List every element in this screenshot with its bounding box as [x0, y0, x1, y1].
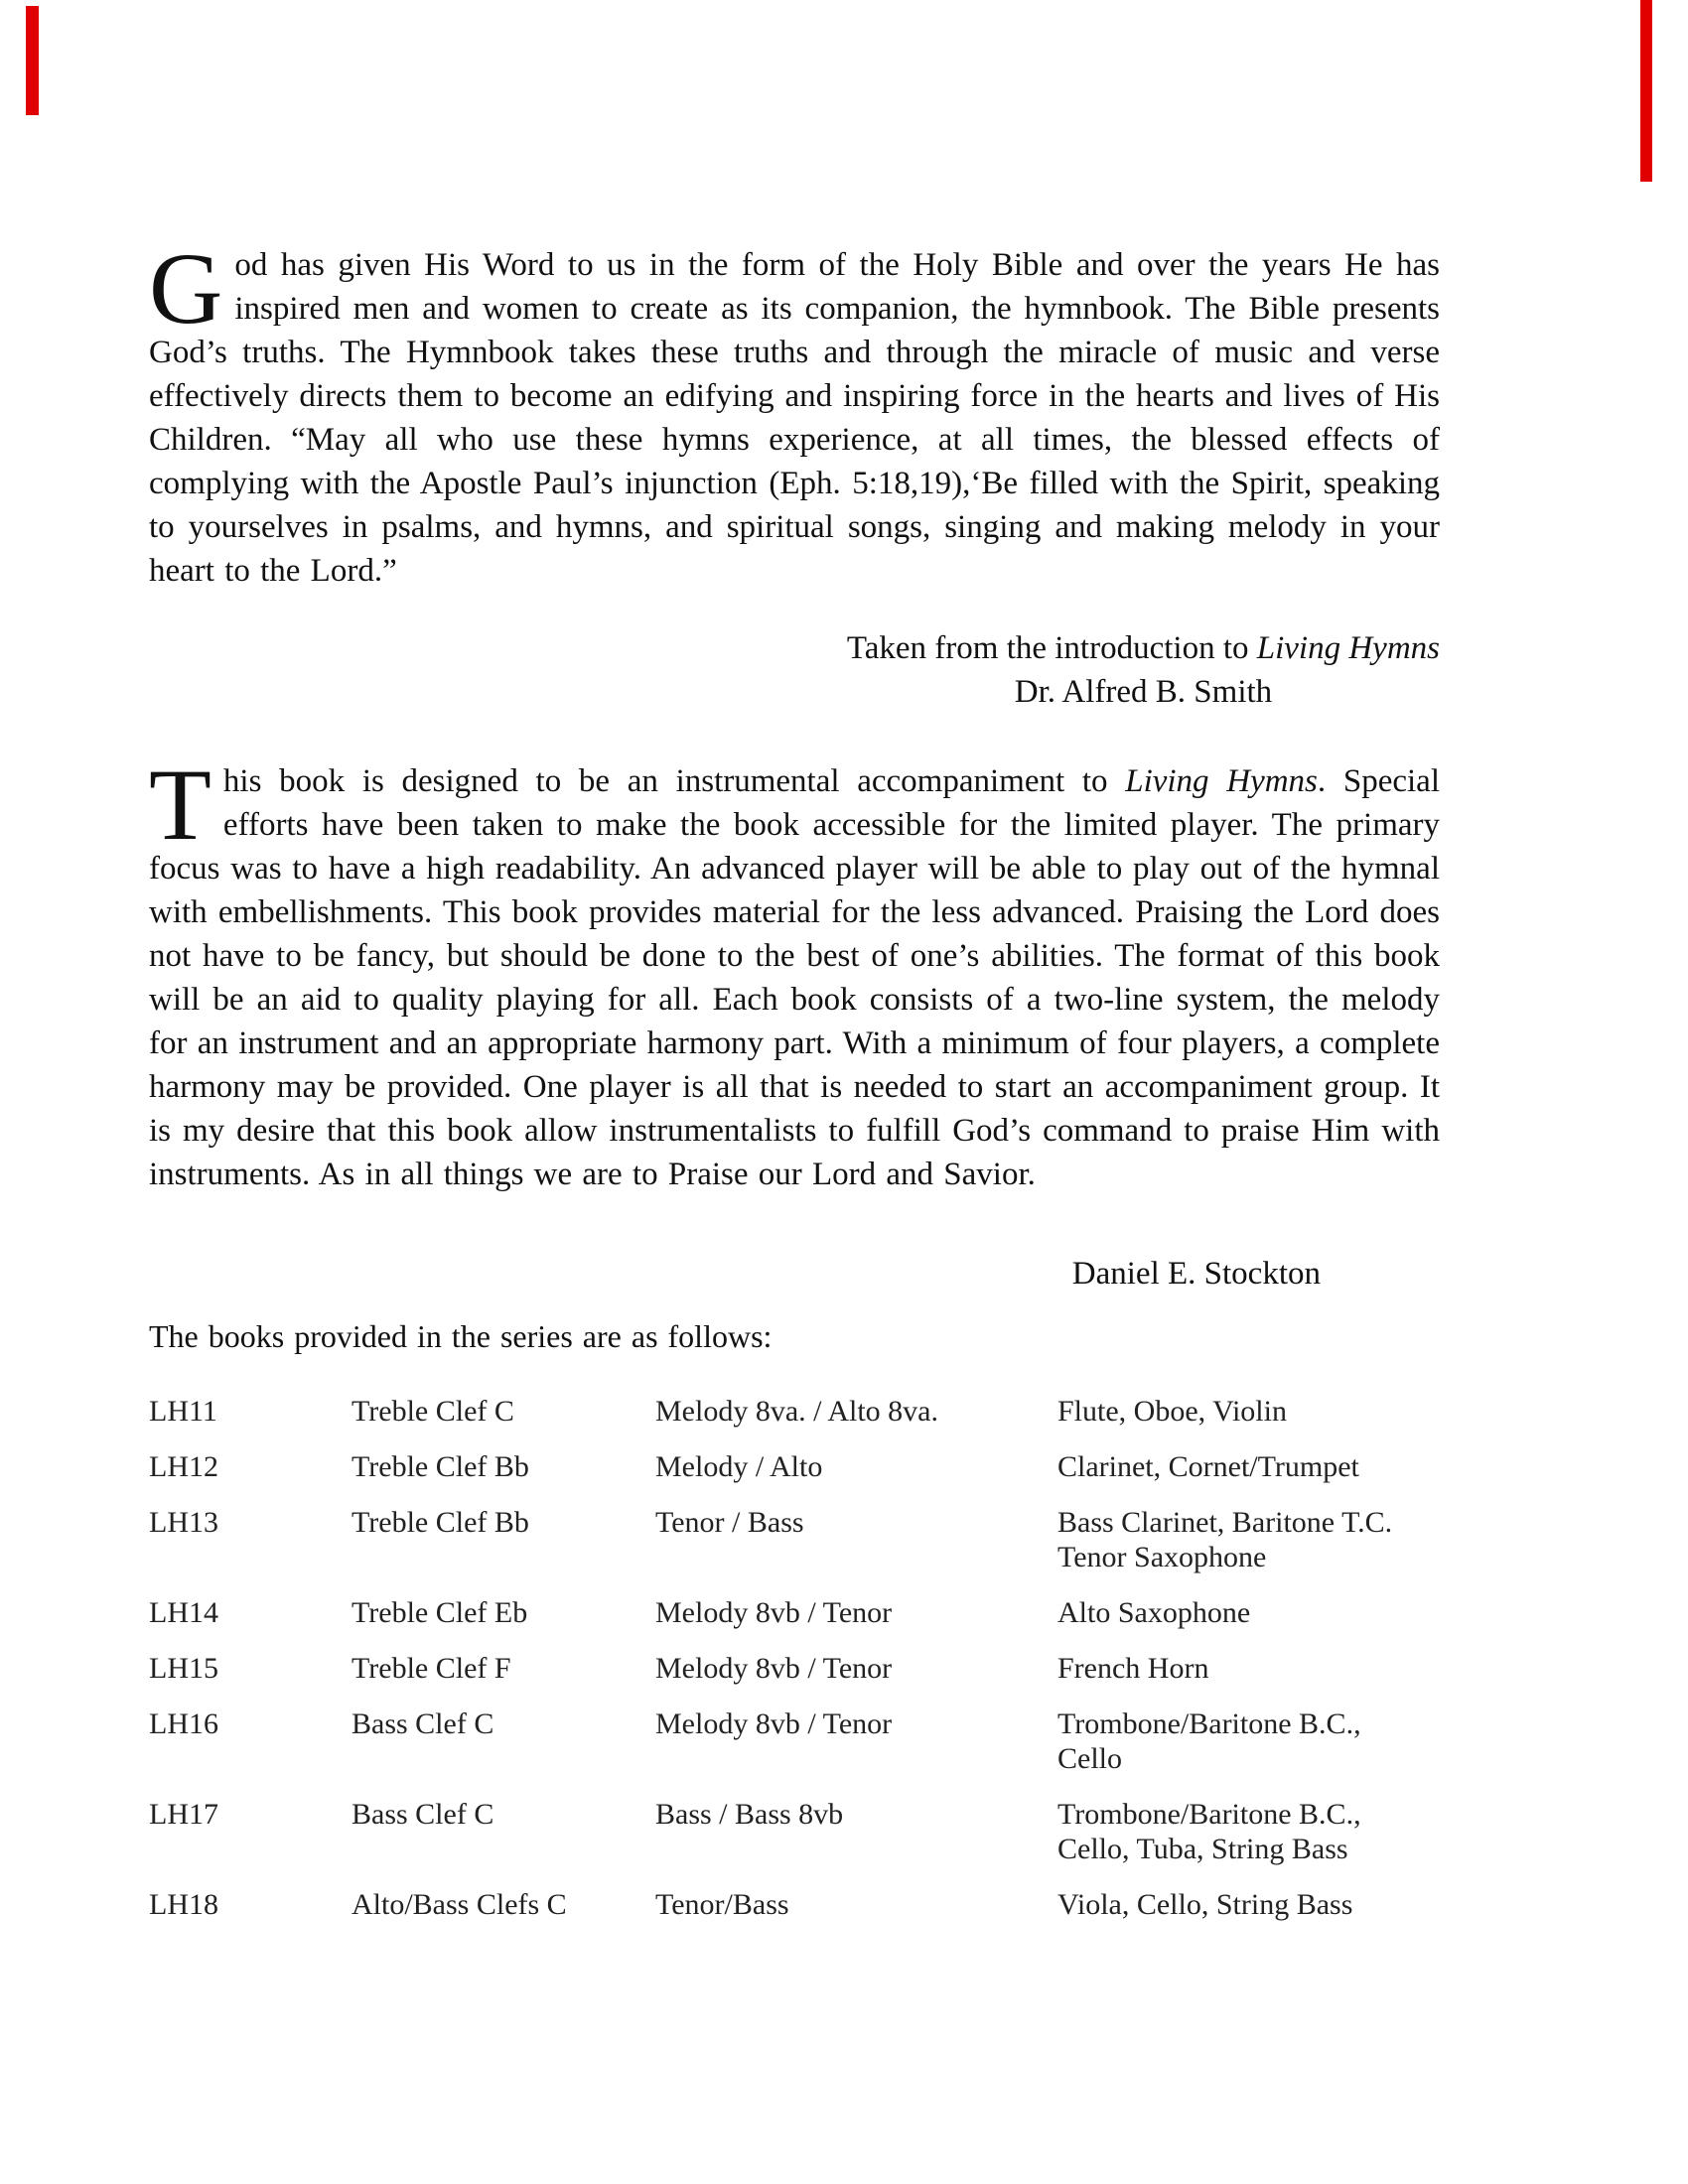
book-code: LH16 — [149, 1707, 218, 1740]
scan-mark-top-left — [26, 6, 39, 115]
book-instruments-line: Tenor Saxophone — [1057, 1541, 1267, 1573]
book-instruments-line: Bass Clarinet, Baritone T.C. — [1057, 1506, 1393, 1539]
book-instruments-line: Flute, Oboe, Violin — [1057, 1395, 1287, 1428]
attribution-source-line: Taken from the introduction to Living Hymns — [846, 630, 1440, 666]
book-code: LH14 — [149, 1596, 218, 1629]
book-row — [149, 1449, 1440, 1484]
book-instruments — [1057, 1651, 1440, 1686]
book-clef: Bass Clef C — [352, 1798, 494, 1831]
book-clef: Treble Clef Eb — [352, 1596, 528, 1629]
book-parts: Tenor/Bass — [655, 1888, 789, 1921]
attribution-block — [847, 626, 1440, 714]
body-paragraph — [149, 749, 1440, 1196]
book-code: LH12 — [149, 1450, 218, 1483]
page-content — [149, 0, 1440, 1943]
book-clef: Alto/Bass Clefs C — [352, 1888, 567, 1921]
book-clef: Bass Clef C — [352, 1707, 494, 1740]
book-row — [149, 1887, 1440, 1922]
book-parts: Bass / Bass 8vb — [655, 1798, 844, 1831]
book-clef: Treble Clef F — [352, 1652, 511, 1685]
book-code: LH13 — [149, 1506, 218, 1539]
book-instruments — [1057, 1706, 1440, 1776]
book-instruments — [1057, 1887, 1440, 1922]
book-row — [149, 1595, 1440, 1630]
book-instruments — [1057, 1595, 1440, 1630]
attribution — [149, 626, 1440, 714]
book-row — [149, 1505, 1440, 1574]
book-instruments-line: Viola, Cello, String Bass — [1057, 1888, 1353, 1921]
book-row — [149, 1706, 1440, 1776]
book-parts: Melody 8vb / Tenor — [655, 1652, 893, 1685]
book-parts: Melody 8va. / Alto 8va. — [655, 1395, 938, 1428]
book-instruments-line: French Horn — [1057, 1652, 1209, 1685]
book-parts: Melody 8vb / Tenor — [655, 1596, 893, 1629]
attribution-author-line: Dr. Alfred B. Smith — [1014, 674, 1273, 710]
book-code: LH15 — [149, 1652, 218, 1685]
book-instruments-line: Trombone/Baritone B.C., — [1057, 1707, 1361, 1740]
book-instruments — [1057, 1394, 1440, 1429]
book-instruments-line: Clarinet, Cornet/Trumpet — [1057, 1450, 1359, 1483]
book-instruments — [1057, 1449, 1440, 1484]
book-code: LH11 — [149, 1395, 217, 1428]
scan-mark-top-right — [1640, 0, 1652, 182]
book-row — [149, 1394, 1440, 1429]
series-intro-line: The books provided in the series are as follows: — [149, 1318, 773, 1354]
intro-quote-paragraph — [149, 232, 1440, 593]
book-instruments-line: Cello — [1057, 1742, 1122, 1775]
author-signature: Daniel E. Stockton — [1071, 1256, 1321, 1292]
book-row — [149, 1651, 1440, 1686]
book-instruments-line: Alto Saxophone — [1057, 1596, 1251, 1629]
book-instruments — [1057, 1797, 1440, 1866]
intro-quote-text: od has given His Word to us in the form of the Holy Bible and over the years He has inspired men and women to create as its companion, the hymnbook. The Bible presents God’s truths. The Hymnbook takes these truths and through the miracle of music and verse effectively directs them to become an edifying and inspiring force in the hearts and lives of His Children. “May all who use these hymns experience, at all times, the blessed effects of complying with the Apostle Paul’s injunction (Eph. 5:18,19),‘Be filled with the Spirit, speaking to yourselves in psalms, and hymns, and spiritual songs, singing and making melody in your heart to the Lord.” — [149, 247, 1440, 589]
book-parts: Tenor / Bass — [655, 1506, 804, 1539]
body-paragraph-text: his book is designed to be an instrumental accompaniment to Living Hymns. Special efforts have been taken to make the book accessible for the limited player. The primary focus was to have a high readability. An advanced player will be able to play out of the hymnal with embellishments. This book provides material for the less advanced. Praising the Lord does not have to be fancy, but should be done to the best of one’s abilities. The format of this book will be an aid to quality playing for all. Each book consists of a two-line system, the melody for an instrument and an appropriate harmony part. With a minimum of four players, a complete harmony may be provided. One player is all that is needed to start an accompaniment group. It is my desire that this book allow instrumentalists to fulfill God’s command to praise Him with instruments. As in all things we are to Praise our Lord and Savior. — [149, 763, 1440, 1192]
book-instruments-line: Trombone/Baritone B.C., — [1057, 1798, 1361, 1831]
drop-cap-g: G — [149, 232, 223, 345]
book-parts: Melody 8vb / Tenor — [655, 1707, 893, 1740]
book-instruments-line: Cello, Tuba, String Bass — [1057, 1833, 1348, 1865]
book-clef: Treble Clef Bb — [352, 1506, 529, 1539]
book-instruments — [1057, 1505, 1440, 1574]
book-row — [149, 1797, 1440, 1866]
book-clef: Treble Clef Bb — [352, 1450, 529, 1483]
drop-cap-t: T — [149, 749, 211, 862]
books-table — [149, 1394, 1440, 1922]
book-code: LH18 — [149, 1888, 218, 1921]
book-parts: Melody / Alto — [655, 1450, 823, 1483]
book-clef: Treble Clef C — [352, 1395, 514, 1428]
book-code: LH17 — [149, 1798, 218, 1831]
